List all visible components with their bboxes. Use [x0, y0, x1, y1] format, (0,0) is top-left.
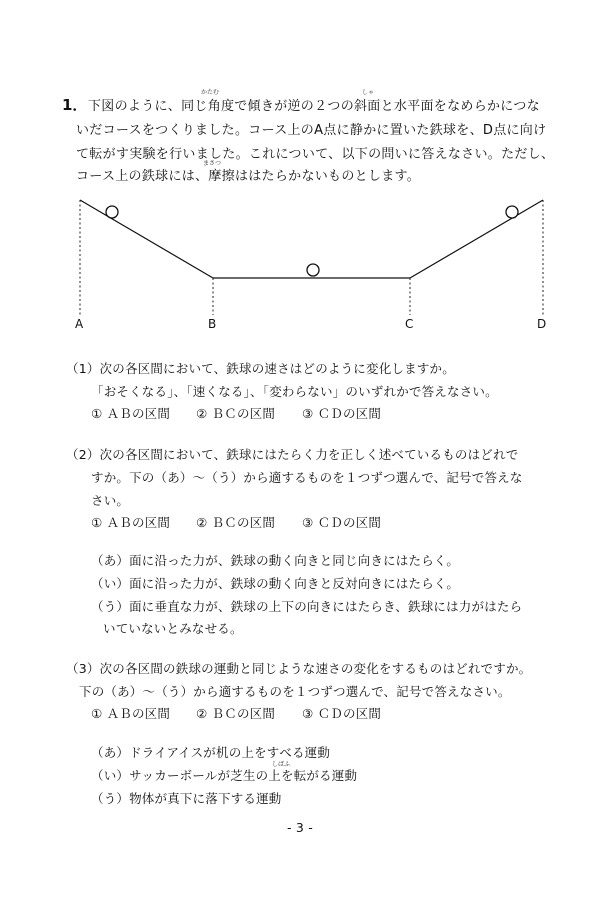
sub3-section-2: ② ＢＣの区間 — [196, 706, 276, 721]
sub3-line-1: （3）次の各区間の鉄球の運動と同じような速さの変化をするものはどれですか。 — [66, 661, 532, 676]
sub3-choice-a: （あ）ドライアイスが机の上をすべる運動 — [91, 745, 331, 760]
sub3-choice-i: （い）サッカーボールが芝生の上を転がる運動 — [91, 768, 358, 783]
ruby-shibafu: しばふ — [272, 761, 291, 768]
sub2-choice-a: （あ）面に沿った力が、鉄球の動く向きと同じ向きにはたらく。 — [91, 553, 460, 568]
sub1-line-1: （1）次の各区間において、鉄球の速さはどのように変化しますか。 — [66, 361, 455, 376]
sub1-section-1: ① ＡＢの区間 — [91, 406, 171, 421]
intro-line-1: 下図のように、同じ角度で傾きが逆の２つの斜面と水平面をなめらかにつな — [88, 99, 540, 114]
point-label-c: C — [405, 317, 414, 331]
iron-ball-a — [106, 206, 118, 218]
point-label-a: A — [75, 317, 84, 331]
guide-lines — [80, 200, 543, 315]
sub3-choice-u: （う）物体が真下に落下する運動 — [91, 791, 282, 806]
sub2-choice-u-cont: いていないとみなせる。 — [103, 621, 243, 636]
ruby-katamuki: かたむ — [201, 89, 220, 96]
iron-ball-bc — [307, 264, 319, 276]
point-label-b: B — [208, 317, 217, 331]
sub2-line-2: すか。下の（あ）～（う）から適するものを１つずつ選んで、記号で答えな — [91, 470, 523, 485]
question-number: 1． — [62, 96, 88, 114]
intro-line-4: コース上の鉄球には、摩擦ははたらかないものとします。 — [76, 169, 421, 184]
sub2-section-3: ③ ＣＤの区間 — [302, 515, 382, 530]
sub2-line-1: （2）次の各区間において、鉄球にはたらく力を正しく述べているものはどれで — [66, 447, 519, 462]
point-label-d: D — [537, 317, 547, 331]
ruby-masatsu: まさつ — [203, 160, 222, 167]
sub1-section-3: ③ ＣＤの区間 — [302, 406, 382, 421]
sub3-line-2: 下の（あ）～（う）から適するものを１つずつ選んで、記号で答えなさい。 — [79, 684, 511, 699]
sub2-choice-u: （う）面に垂直な力が、鉄球の上下の向きにはたらき、鉄球には力がはたら — [91, 599, 523, 614]
iron-balls — [106, 206, 518, 276]
intro-line-3: て転がす実験を行いました。これについて、以下の問いに答えなさい。ただし、 — [76, 147, 555, 162]
iron-ball-d — [506, 206, 518, 218]
ruby-shamen: しゃ — [362, 89, 375, 96]
slope-ab — [80, 200, 213, 278]
page-number: - 3 - — [287, 820, 313, 835]
sub1-line-2: 「おそくなる」、「速くなる」、「変わらない」のいずれかで答えなさい。 — [91, 384, 498, 399]
sub3-section-3: ③ ＣＤの区間 — [302, 706, 382, 721]
sub2-section-2: ② ＢＣの区間 — [196, 515, 276, 530]
sub2-choice-i: （い）面に沿った力が、鉄球の動く向きと反対向きにはたらく。 — [91, 576, 460, 591]
intro-line-2: いだコースをつくりました。コース上のA点に静かに置いた鉄球を、D点に向け — [76, 123, 547, 138]
sub1-section-2: ② ＢＣの区間 — [196, 406, 276, 421]
sub2-line-3: さい。 — [91, 493, 130, 508]
sub2-section-1: ① ＡＢの区間 — [91, 515, 171, 530]
slope-cd — [410, 200, 543, 278]
sub3-section-1: ① ＡＢの区間 — [91, 706, 171, 721]
